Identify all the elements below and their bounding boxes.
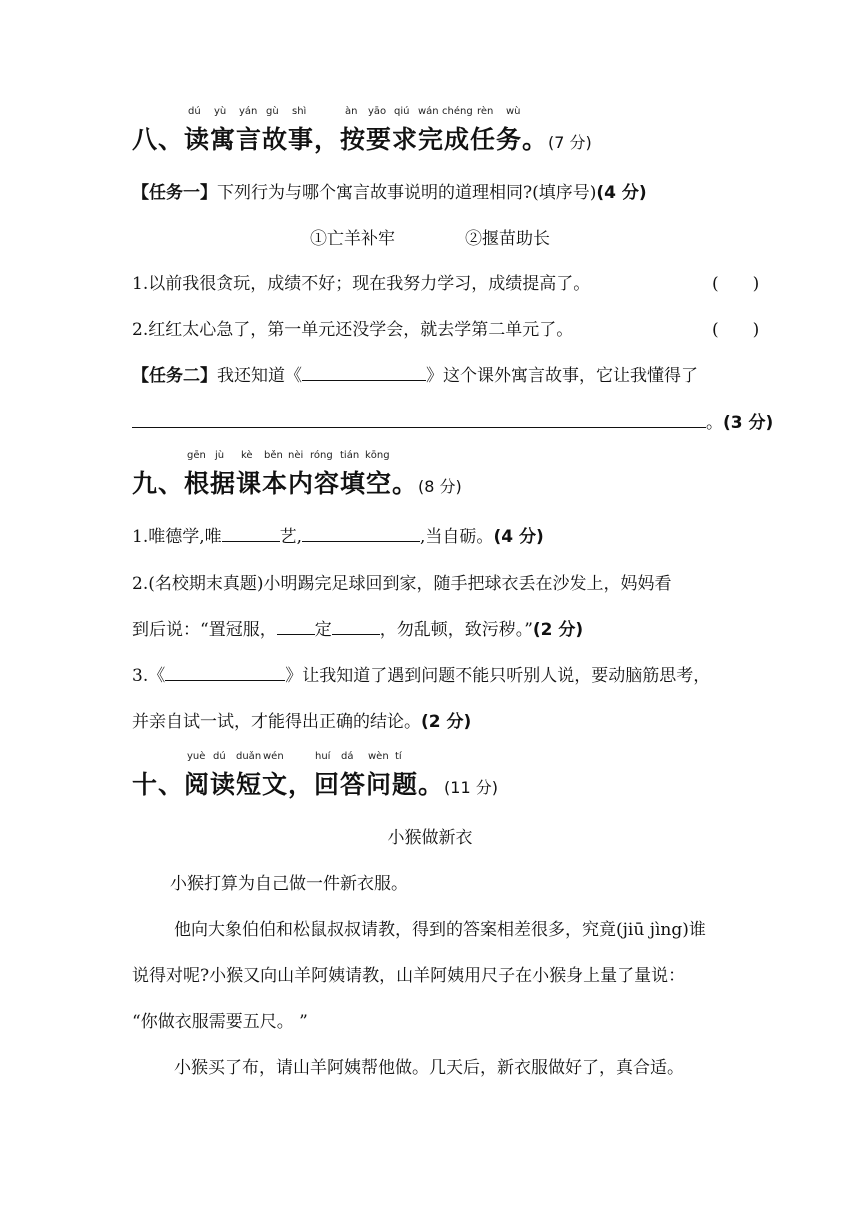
section-10-heading [132,751,498,801]
lesson-learned-blank[interactable] [132,409,706,428]
q2-blank-1[interactable] [277,616,315,635]
q1-blank-1[interactable] [222,523,280,542]
pinyin: dú [213,751,226,762]
pinyin: rèn [477,106,494,117]
pinyin: àn [345,106,358,117]
pinyin: huí [315,751,331,762]
pinyin: dú [188,106,201,117]
pinyin: yuè [187,751,206,762]
section-9-q2-line-1: 2.(名校期末真题)小明踢完足球回到家，随手把球衣丢在沙发上，妈妈看 [132,574,672,594]
section-8-pinyin [132,106,592,120]
q2-score: (2 分) [532,620,584,640]
pinyin: wèn [368,751,389,762]
task-1-item-1: 1.以前我很贪玩，成绩不好；现在我努力学习，成绩提高了。 [132,274,591,294]
section-10-title: 十、阅读短文，回答问题。(11 分) [132,770,498,799]
task-1-label: 【任务一】 [132,183,217,203]
q1-score: (4 分) [493,527,544,547]
story-title: 小猴做新衣 [387,828,473,848]
section-8-heading [132,106,592,156]
option-2: ②揠苗助长 [465,229,550,249]
section-10-score: (11 分) [444,778,498,797]
task-2-line: 【任务二】我还知道《 》这个课外寓言故事，它让我懂得了 [132,361,698,386]
pinyin: běn [264,450,283,461]
q2-blank-2[interactable] [332,616,380,635]
section-9-q2-line-2: 到后说：“置冠服， 定 ，勿乱顿，致污秽。”(2 分) [132,615,583,640]
story-name-blank[interactable] [302,362,426,381]
story-paragraph-2-cont: 说得对呢?小猴又向山羊阿姨请教，山羊阿姨用尺子在小猴身上量了量说： [132,966,686,986]
section-9-q1: 1.唯德学,唯 艺, ,当自砺。(4 分) [132,522,544,547]
pinyin: yán [239,106,258,117]
options-line [0,224,860,249]
story-paragraph-3: 小猴买了布，请山羊阿姨帮他做。几天后，新衣服做好了，真合适。 [174,1058,684,1078]
section-8-title: 八、读寓言故事，按要求完成任务。(7 分) [132,125,592,154]
q3-score: (2 分) [421,712,472,732]
pinyin: tí [395,751,402,762]
pinyin: shì [292,106,307,117]
pinyin: wán [418,106,439,117]
pinyin: róng [310,450,333,461]
answer-paren-2[interactable]: ( ) [712,320,760,340]
section-9-q3-line-2: 并亲自试一试，才能得出正确的结论。(2 分) [132,712,472,732]
answer-paren-1[interactable]: ( ) [712,274,760,294]
pinyin: yù [214,106,227,117]
task-2-label: 【任务二】 [132,366,217,386]
pinyin: qiú [394,106,410,117]
pinyin: nèi [288,450,304,461]
pinyin: jù [215,450,225,461]
task-1-score: (4 分) [596,183,647,203]
section-8-score: (7 分) [548,133,592,152]
q1-blank-2[interactable] [302,523,420,542]
q3-blank[interactable] [165,662,285,681]
story-paragraph-2: 他向大象伯伯和松鼠叔叔请教，得到的答案相差很多，究竟(jiū jìng)谁 [174,920,706,940]
pinyin: dá [341,751,354,762]
pinyin: kōng [365,450,390,461]
section-9-q3-line-1: 3.《 》让我知道了遇到问题不能只听别人说，要动脑筋思考， [132,661,710,686]
pinyin: gù [266,106,279,117]
pinyin: gēn [187,450,206,461]
section-9-pinyin [132,450,462,464]
pinyin: yāo [368,106,387,117]
pinyin: chéng [442,106,473,117]
section-9-score: (8 分) [418,477,462,496]
task-1-text: 下列行为与哪个寓言故事说明的道理相同?(填序号) [217,183,597,203]
pinyin: kè [241,450,253,461]
task-2-score: (3 分) [723,413,774,433]
task-1-item-2: 2.红红太心急了，第一单元还没学会，就去学第二单元了。 [132,320,574,340]
pinyin: wén [263,751,284,762]
story-paragraph-1: 小猴打算为自己做一件新衣服。 [170,874,408,894]
story-paragraph-2-end: “你做衣服需要五尺。 ” [132,1012,308,1032]
pinyin: wù [506,106,521,117]
task-1-line [132,178,647,203]
section-9-heading [132,450,462,500]
pinyin: duǎn [236,751,262,762]
pinyin: tián [340,450,360,461]
option-1: ①亡羊补牢 [310,229,395,249]
task-2-answer-line: 。(3 分) [132,408,773,433]
section-10-pinyin [132,751,498,765]
section-9-title: 九、根据课本内容填空。(8 分) [132,469,462,498]
